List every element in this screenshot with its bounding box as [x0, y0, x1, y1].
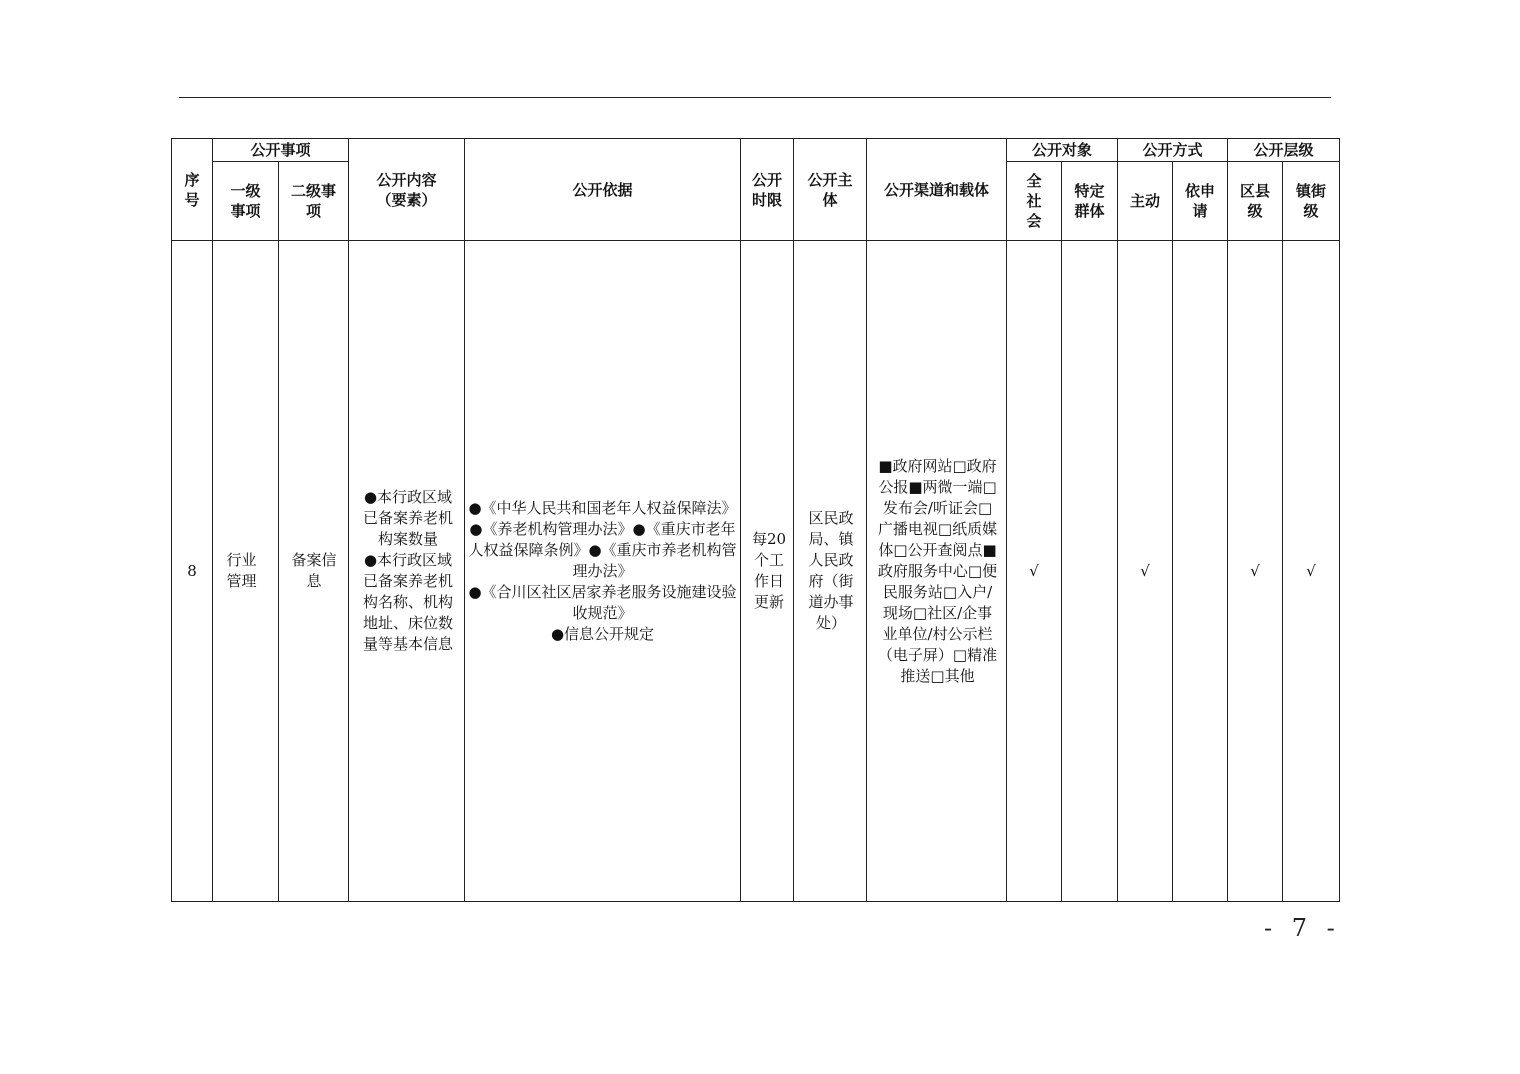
content-line: ●本行政区域已备案养老机构名称、机构地址、床位数量等基本信息: [363, 551, 454, 653]
header-subject: 公开主体: [794, 139, 867, 241]
header-group-items: 公开事项: [213, 139, 349, 162]
disclosure-table: [171, 138, 1340, 902]
basis-line: ●《养老机构管理办法》●《重庆市老年人权益保障条例》●《重庆市养老机构管理办法》: [468, 519, 737, 580]
cell-on-request: [1173, 241, 1228, 902]
cell-town-level: √: [1283, 241, 1340, 902]
cell-level1: 行业管理: [213, 241, 279, 902]
content-line: ●本行政区域已备案养老机构案数量: [363, 488, 454, 548]
header-town-level: 镇街级: [1283, 162, 1340, 241]
header-seq: 序号: [172, 139, 213, 241]
cell-seq: 8: [172, 241, 213, 902]
header-group-target: 公开对象: [1007, 139, 1118, 162]
page-number: - 7 -: [1264, 914, 1341, 942]
header-county-level: 区县级: [1228, 162, 1283, 241]
header-whole-society: 全社会: [1007, 162, 1062, 241]
header-on-request: 依申请: [1173, 162, 1228, 241]
basis-line: ●信息公开规定: [550, 624, 655, 643]
header-basis: 公开依据: [465, 139, 741, 241]
cell-time-limit: 每20个工作日更新: [741, 241, 794, 902]
cell-specific-group: [1062, 241, 1118, 902]
cell-county-level: √: [1228, 241, 1283, 902]
cell-level2: 备案信息: [279, 241, 349, 902]
header-level2: 二级事项: [279, 162, 349, 241]
cell-content: [349, 241, 465, 902]
cell-basis: [465, 241, 741, 902]
channels-line: ■政府网站□政府公报■两微一端□发布会/听证会□广播电视□纸质媒体□公开查阅点■政府服务中心□便民服务站□入户/现场□社区/企事业单位/村公示栏: [877, 456, 998, 643]
header-rule: [179, 97, 1331, 98]
header-time-limit: 公开时限: [741, 139, 794, 241]
cell-active: √: [1118, 241, 1173, 902]
basis-line: ●《中华人民共和国老年人权益保障法》: [468, 498, 737, 517]
cell-whole-society: √: [1007, 241, 1062, 902]
header-level1: 一级事项: [213, 162, 279, 241]
basis-line: ●《合川区社区居家养老服务设施建设验收规范》: [468, 582, 737, 622]
header-group-method: 公开方式: [1118, 139, 1228, 162]
table-row: [172, 241, 1340, 902]
cell-subject: 区民政局、镇人民政府（街道办事处）: [794, 241, 867, 902]
header-active: 主动: [1118, 162, 1173, 241]
cell-channels: [867, 241, 1007, 902]
header-specific-group: 特定群体: [1062, 162, 1118, 241]
channels-line: （电子屏）□精准推送□其他: [877, 645, 998, 685]
header-group-level: 公开层级: [1228, 139, 1340, 162]
header-content: 公开内容（要素）: [349, 139, 465, 241]
header-channels: 公开渠道和载体: [867, 139, 1007, 241]
